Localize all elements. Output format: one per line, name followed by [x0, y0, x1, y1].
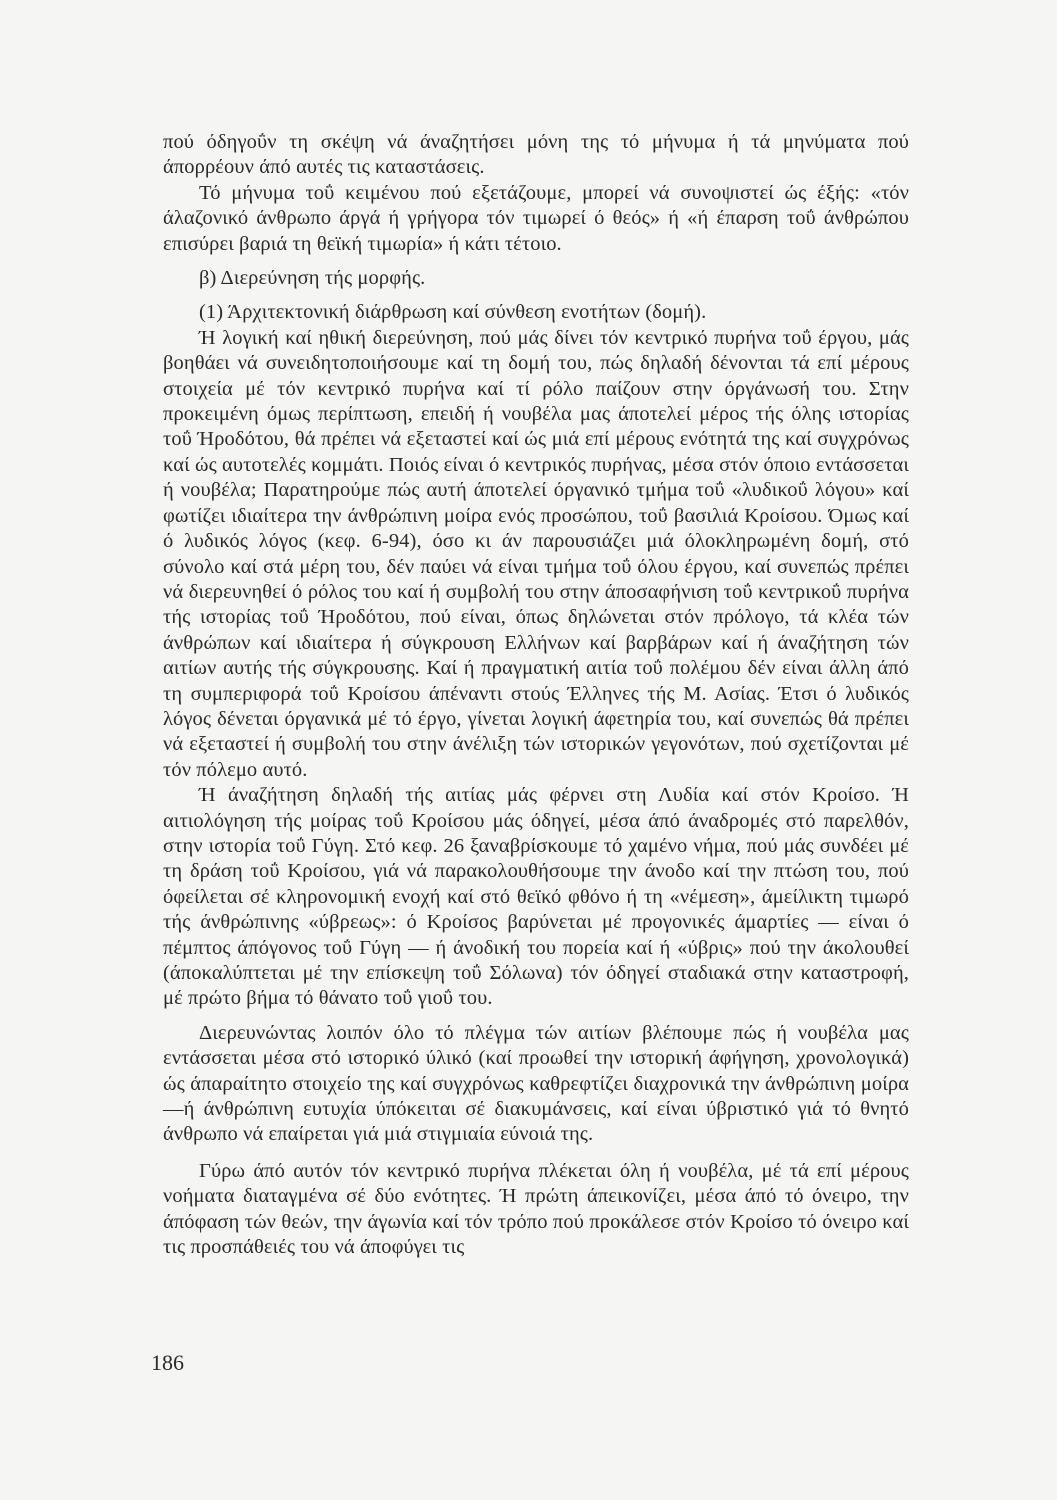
paragraph-4: Ή άναζήτηση δηλαδή τής αιτίας μάς φέρνει στη Λυδία καί στόν Κροίσο. Ή αιτιολόγηση τής μοίρας τοΰ Κροίσου μάς όδηγεί, μέσα άπό άναδρομές στό παρελθόν, στην ιστορία τοΰ Γύγη. Στό κεφ. 26 ξαναβρίσκουμε τό χαμένο νήμα, πού μάς συνδέει μέ τη δράση τοΰ Κροίσου, γιά νά παρακολουθήσουμε την άνοδο καί την πτώση του, πού όφείλεται σέ κληρονομική ενοχή καί στό θεϊκό φθόνο ή τη «νέμεση», άμείλικτη τιμωρό τής άνθρώπινης «ύβρεως»: ό Κροίσος βαρύνεται μέ προγονικές άμαρτίες — είναι ό πέμπτος άπόγονος τοΰ Γύγη — ή άνοδική του πορεία καί ή «ύβρις» πού την άκολουθεί (άποκαλύπτεται μέ την επίσκεψη τοΰ Σόλωνα) τόν όδηγεί σταδιακά στην καταστροφή, μέ πρώτο βήμα τό θάνατο τοΰ γιοΰ του. [163, 784, 909, 1010]
paragraph-3: Ή λογική καί ηθική διερεύνηση, πού μάς δίνει τόν κεντρικό πυρήνα τοΰ έργου, μάς βοηθάει νά συνειδητοποιήσουμε καί τη δομή του, πώς δηλαδή δένονται τά επί μέρους στοιχεία μέ τόν κεντρικό πυρήνα καί τί ρόλο παίζουν στην όργάνωσή του. Στην προκειμένη όμως περίπτωση, επειδή ή νουβέλα μας άποτελεί μέρος τής όλης ιστορίας τοΰ Ήροδότου, θά πρέπει νά εξεταστεί καί ώς μιά επί μέρους ενότητά της καί συγχρόνως καί ώς αυτοτελές κομμάτι. Ποιός είναι ό κεντρικός πυρήνας, μέσα στόν όποιο εντάσσεται ή νουβέλα; Παρατηρούμε πώς αυτή άποτελεί όργανικό τμήμα τοΰ «λυδικοΰ λόγου» καί φωτίζει ιδιαίτερα την άνθρώπινη μοίρα ενός προσώπου, τοΰ βασιλιά Κροίσου. Όμως καί ό λυδικός λόγος (κεφ. 6-94), όσο κι άν παρουσιάζει μιά όλοκληρωμένη δομή, στό σύνολο καί στά μέρη του, δέν παύει νά είναι τμήμα τοΰ όλου έργου, καί συνεπώς πρέπει νά διερευνηθεί ό ρόλος του καί ή συμβολή του στην άποσαφήνιση τοΰ κεντρικοΰ πυρήνα τής ιστορίας τοΰ Ήροδότου, πού είναι, όπως δηλώνεται στόν πρόλογο, τά κλέα τών άνθρώπων καί ιδιαίτερα ή σύγκρουση Ελλήνων καί βαρβάρων καί ή άναζήτηση τών αιτίων αυτής τής σύγκρουσης. Καί ή πραγματική αιτία τοΰ πολέμου δέν είναι άλλη άπό τη συμπεριφορά τοΰ Κροίσου άπέναντι στούς Έλληνες τής Μ. Ασίας. Έτσι ό λυδικός λόγος δένεται όργανικά μέ τό έργο, γίνεται λογική άφετηρία του, καί συνεπώς θά πρέπει νά εξεταστεί ή συμβολή του στην άνέλιξη τών ιστορικών γεγονότων, πού σχετίζονται μέ τόν πόλεμο αυτό. [163, 326, 909, 781]
section-heading-b: β) Διερεύνηση τής μορφής. [199, 267, 426, 290]
subsection-heading-1: (1) Άρχιτεκτονική διάρθρωση καί σύνθεση ενοτήτων (δομή). [199, 301, 707, 324]
paragraph-2: Τό μήνυμα τοΰ κειμένου πού εξετάζουμε, μπορεί νά συνοψιστεί ώς έξής: «τόν άλαζονικό άνθρωπο άργά ή γρήγορα τόν τιμωρεί ό θεός» ή «ή έπαρση τοΰ άνθρώπου επισύρει βαριά τη θεϊκή τιμωρία» ή κάτι τέτοιο. [163, 181, 909, 255]
page-number: 186 [151, 1350, 184, 1375]
paragraph-6: Γύρω άπό αυτόν τόν κεντρικό πυρήνα πλέκεται όλη ή νουβέλα, μέ τά επί μέρους νοήματα διαταγμένα σέ δύο ενότητες. Ή πρώτη άπεικονίζει, μέσα άπό τό όνειρο, την άπόφαση τών θεών, την άγωνία καί τόν τρόπο πού προκάλεσε στόν Κροίσο τό όνειρο καί τις προσπάθειές του νά άποφύγει τις [163, 1159, 909, 1259]
paragraph-1: πού όδηγοΰν τη σκέψη νά άναζητήσει μόνη της τό μήνυμα ή τά μηνύματα πού άπορρέουν άπό αυτές τις καταστάσεις. [163, 131, 909, 179]
paragraph-5: Διερευνώντας λοιπόν όλο τό πλέγμα τών αιτίων βλέπουμε πώς ή νουβέλα μας εντάσσεται μέσα στό ιστορικό ύλικό (καί προωθεί την ιστορική άφήγηση, χρονολογικά) ώς άπαραίτητο στοιχείο της καί συγχρόνως καθρεφτίζει διαχρονικά την άνθρώπινη μοίρα—ή άνθρώπινη ευτυχία ύπόκειται σέ διακυμάνσεις, καί είναι ύβριστικό γιά τό θνητό άνθρωπο νά επαίρεται γιά μιά στιγμιαία εύνοιά της. [163, 1021, 909, 1146]
body-text [163, 130, 909, 1260]
